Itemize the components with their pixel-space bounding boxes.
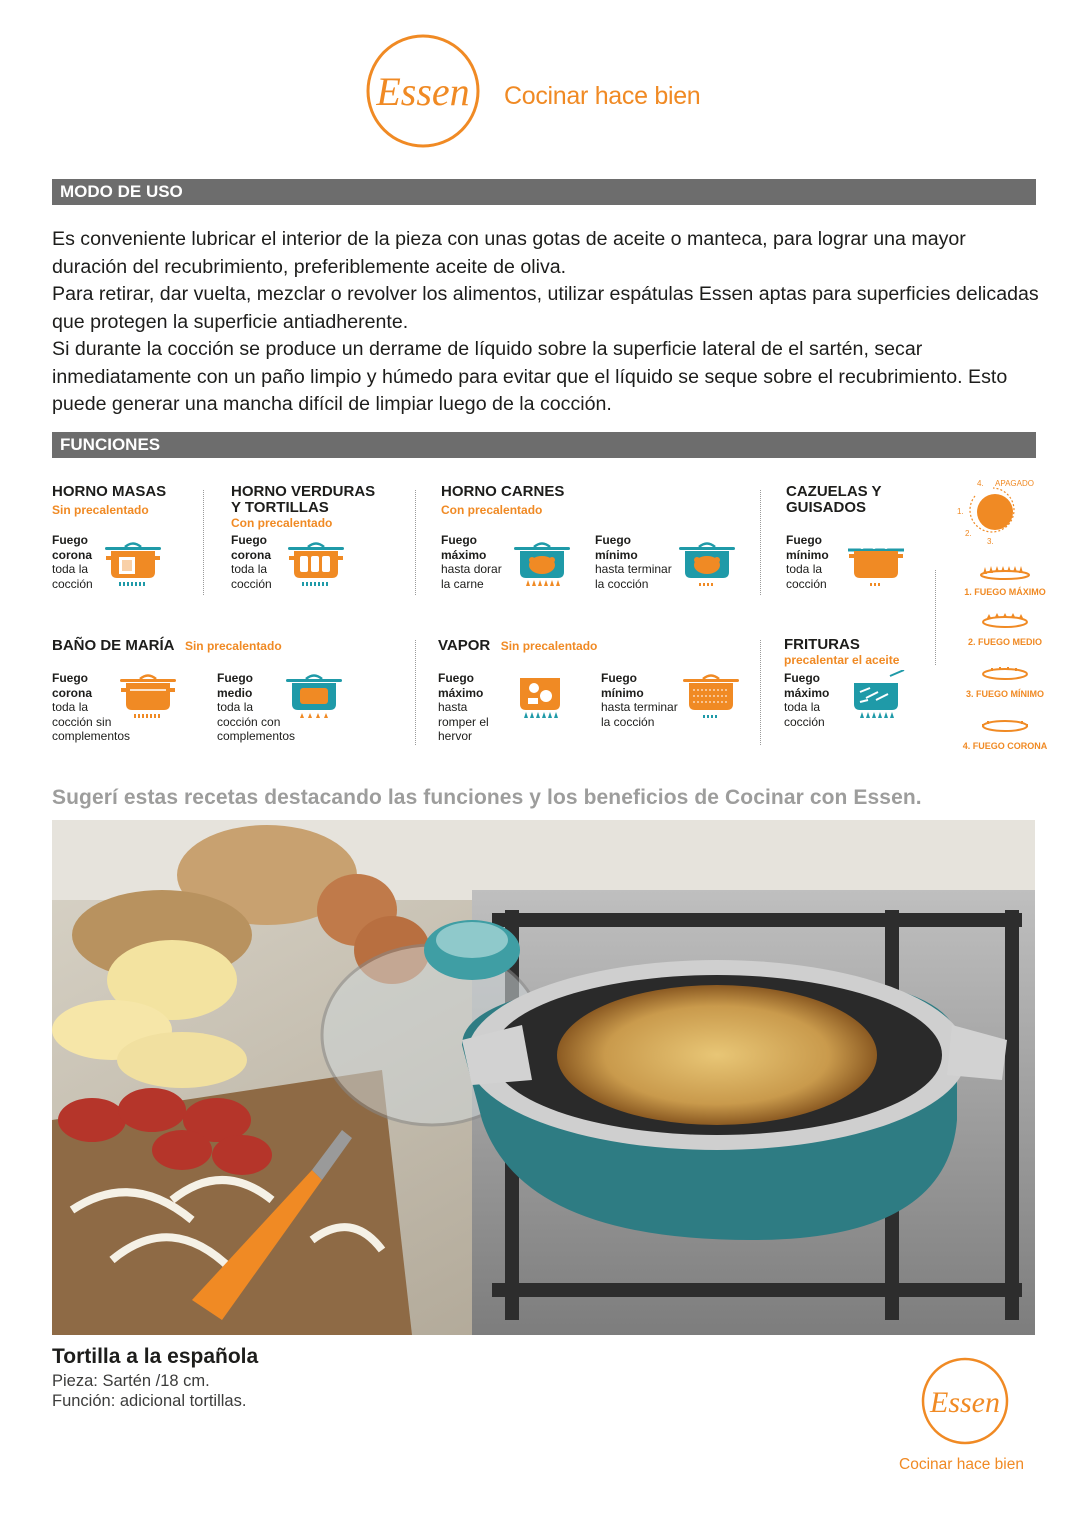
svg-text:1.: 1. [957, 507, 964, 516]
svg-text:APAGADO: APAGADO [995, 479, 1034, 488]
svg-text:4.: 4. [977, 479, 984, 488]
divider [203, 490, 204, 595]
function-title: GUISADOS [786, 499, 867, 516]
tagline: Cocinar hace bien [504, 82, 701, 110]
tagline: Cocinar hace bien [899, 1456, 1024, 1473]
function-title: Y TORTILLAS [231, 499, 329, 516]
function-subtitle: Con precalentado [231, 516, 333, 530]
function-horno-verduras [231, 484, 375, 530]
pot-chicken-high-flame-icon [512, 538, 572, 588]
essen-logo [920, 1356, 1010, 1446]
recipe-photo [52, 820, 1035, 1335]
legend-label: 1. FUEGO MÁXIMO [964, 587, 1046, 597]
function-instruction: Fuego corona toda la cocción [231, 533, 272, 591]
flame-medium-icon [977, 612, 1033, 630]
flame-max-icon [977, 566, 1033, 580]
function-title: HORNO VERDURAS [231, 483, 376, 500]
divider [760, 490, 761, 595]
legend-fuego-minimo [950, 664, 1060, 699]
recipe-funcion: Función: adicional tortillas. [52, 1392, 247, 1410]
svg-text:2.: 2. [965, 529, 972, 538]
function-instruction: Fuego corona toda la cocción sin complementos [52, 671, 131, 743]
function-title: BAÑO DE MARÍA [52, 637, 175, 654]
function-instruction: Fuego máximo hasta dorar la carne [441, 533, 502, 591]
divider [760, 640, 761, 745]
pot-stew-icon [846, 538, 906, 588]
function-instruction: Fuego medio toda la cocción con complementos [217, 671, 296, 743]
modo-de-uso-heading: MODO DE USO [52, 179, 1036, 205]
flame-crown-icon [977, 716, 1033, 734]
function-vapor [438, 637, 597, 655]
function-subtitle: Sin precalentado [500, 639, 598, 653]
divider [415, 640, 416, 745]
function-title: HORNO CARNES [441, 483, 565, 500]
function-bano-maria [52, 637, 282, 655]
function-title: FRITURAS [784, 636, 860, 653]
flame-min-icon [977, 664, 1033, 682]
usage-text [52, 226, 1042, 419]
legend-fuego-corona [950, 716, 1060, 751]
recipe-pieza: Pieza: Sartén /18 cm. [52, 1372, 210, 1390]
function-instruction: Fuego corona toda la cocción [52, 533, 93, 591]
pot-bain-marie-medium-icon [284, 670, 344, 720]
function-instruction: Fuego mínimo hasta terminar la cocción [595, 533, 672, 591]
function-subtitle: Sin precalentado [52, 503, 149, 517]
divider [415, 490, 416, 595]
pot-steam-low-icon [681, 670, 741, 720]
function-subtitle: Sin precalentado [184, 639, 282, 653]
pot-chicken-low-flame-icon [677, 538, 737, 588]
svg-text:3.: 3. [987, 537, 994, 546]
legend-label: 4. FUEGO CORONA [962, 741, 1048, 751]
function-title: VAPOR [438, 637, 491, 654]
usage-paragraph-2: Para retirar, dar vuelta, mezclar o revolver los alimentos, utilizar espátulas Essen aptas para superficies delicadas que protegen la superficie antiadherente. [52, 283, 1039, 333]
legend-label: 3. FUEGO MÍNIMO [965, 689, 1044, 699]
function-instruction: Fuego mínimo toda la cocción [786, 533, 829, 591]
function-instruction: Fuego mínimo hasta terminar la cocción [601, 671, 678, 729]
function-frituras [784, 637, 899, 667]
pot-bain-marie-icon [118, 670, 178, 720]
recipe-title: Tortilla a la española [52, 1345, 259, 1368]
recipes-slogan: Sugerí estas recetas destacando las funciones y los beneficios de Cocinar con Essen. [52, 786, 922, 809]
svg-text:Essen: Essen [376, 69, 470, 114]
stove-knob-icon [955, 476, 1045, 548]
divider [935, 570, 936, 665]
function-instruction: Fuego máximo toda la cocción [784, 671, 830, 729]
function-title: CAZUELAS Y [786, 483, 882, 500]
legend-fuego-medio [950, 612, 1060, 647]
essen-logo [365, 33, 481, 149]
function-cazuelas [786, 484, 882, 516]
function-horno-masas [52, 484, 166, 517]
pot-bread-icon [103, 538, 163, 588]
legend-fuego-maximo [950, 566, 1060, 597]
funciones-heading: FUNCIONES [52, 432, 1036, 458]
function-horno-carnes [441, 484, 564, 517]
usage-paragraph-1: Es conveniente lubricar el interior de la pieza con unas gotas de aceite o manteca, para lograr una mayor duración del recubrimiento, preferiblemente aceite de oliva. [52, 228, 966, 278]
legend-label: 2. FUEGO MEDIO [967, 637, 1042, 647]
pot-fry-icon [846, 670, 906, 720]
function-subtitle: precalentar el aceite [784, 653, 900, 667]
usage-paragraph-3: Si durante la cocción se produce un derrame de líquido sobre la superficie lateral de el sartén, secar inmediatamente con un paño limpio y húmedo para evitar que el líquido se seque sobre el recubrimiento. Esto puede generar una mancha difícil de limpiar luego de la cocción. [52, 338, 1008, 415]
pot-steam-high-icon [510, 670, 570, 720]
function-instruction: Fuego máximo hasta romper el hervor [438, 671, 489, 743]
function-subtitle: Con precalentado [441, 503, 543, 517]
pot-vegetables-icon [286, 538, 346, 588]
function-title: HORNO MASAS [52, 483, 167, 500]
svg-text:Essen: Essen [930, 1386, 1000, 1419]
